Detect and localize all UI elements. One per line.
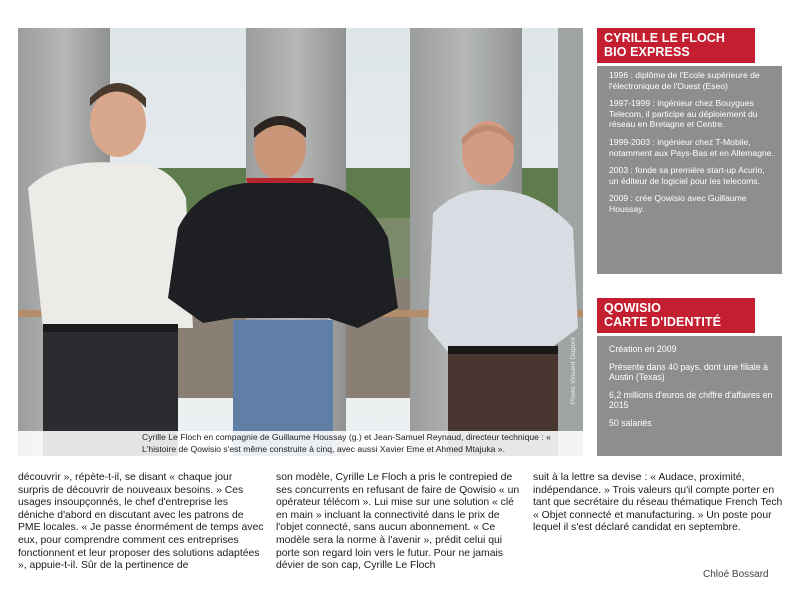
author-signature: Chloé Bossard	[703, 569, 769, 580]
carte-identite-box	[597, 336, 782, 456]
article-column-2	[276, 472, 524, 573]
bio-express-header	[597, 28, 755, 63]
article-photo	[18, 28, 583, 456]
bio-entry: 1997-1999 : ingénieur chez Bouygues Telecom, il participe au déploiement du réseau en Bretagne et Centre.	[609, 98, 758, 130]
bio-entry: 1999-2003 : ingénieur chez T-Mobile, notamment aux Pays-Bas et en Allemagne.	[609, 136, 774, 158]
article-column-3	[533, 472, 783, 535]
carte-title-line2: CARTE D'IDENTITÉ	[604, 315, 722, 329]
photo-credit: Photo Vincent Dupont	[570, 336, 577, 404]
bio-title-line2: BIO EXPRESS	[604, 45, 690, 59]
article-text: découvrir », répète-t-il, se disant « chaque jour surpris de découvrir de nouveaux besoins. » Ces usages insoupçonnés, le chef d'entreprise les déniche d'abord en discutant avec les patrons de PME locales. « Je passe énormément de temps avec eux, pour comprendre comment ces entreprises fonctionnent et leur proposer des solutions adaptées », appuie-t-il. Sûr de la pertinence de	[18, 472, 264, 572]
bio-title-line1: CYRILLE LE FLOCH	[604, 31, 726, 45]
carte-identite-header	[597, 298, 755, 333]
photo-illustration	[18, 28, 583, 456]
carte-entry: 50 salariés	[609, 417, 652, 428]
article-text: son modèle, Cyrille Le Floch a pris le contrepied de ses concurrents en refusant de faire de Qowisio « un opérateur télécom ». Lui mise sur une solution « clé en main » incluant la connectivité dans le prix de l'objet connecté, sans aucun abonnement. « Ce modèle sera la norme à l'avenir », prédit celui qui porte son regard loin vers le futur. Pour ne jamais dévier de son cap, Cyrille Le Floch	[276, 472, 520, 572]
bio-entry: 2009 : crée Qowisio avec Guillaume Houssay.	[609, 193, 747, 214]
bio-express-box	[597, 66, 782, 274]
article-column-1	[18, 472, 266, 573]
carte-entry: 6,2 millions d'euros de chiffre d'affaires en 2015	[609, 389, 773, 411]
bio-entry: 1996 : diplôme de l'Ecole supérieure de l'électronique de l'Ouest (Eseo)	[609, 70, 760, 91]
carte-title-line1: QOWISIO	[604, 301, 661, 315]
carte-entry: Présente dans 40 pays, dont une filiale à Austin (Texas)	[609, 361, 768, 383]
photo-caption: Cyrille Le Floch en compagnie de Guillaume Houssay (g.) et Jean-Samuel Reynaud, directeur technique : « L'histoire de Qowisio s'est même construite à cinq, avec aussi Xavier Eme et Ahmed Mtajuka ».	[18, 431, 583, 456]
article-text: suit à la lettre sa devise : « Audace, proximité, indépendance. » Trois valeurs qu'il compte porter en tant que secrétaire du réseau thématique French Tech « Objet connecté et manufacturing. » Un poste pour lequel il s'est déclaré candidat en septembre.	[533, 472, 783, 534]
bio-entry: 2003 : fonde sa première start-up Acurio, un éditeur de logiciel pour les telecoms.	[609, 165, 765, 186]
carte-entry: Création en 2009	[609, 344, 677, 354]
